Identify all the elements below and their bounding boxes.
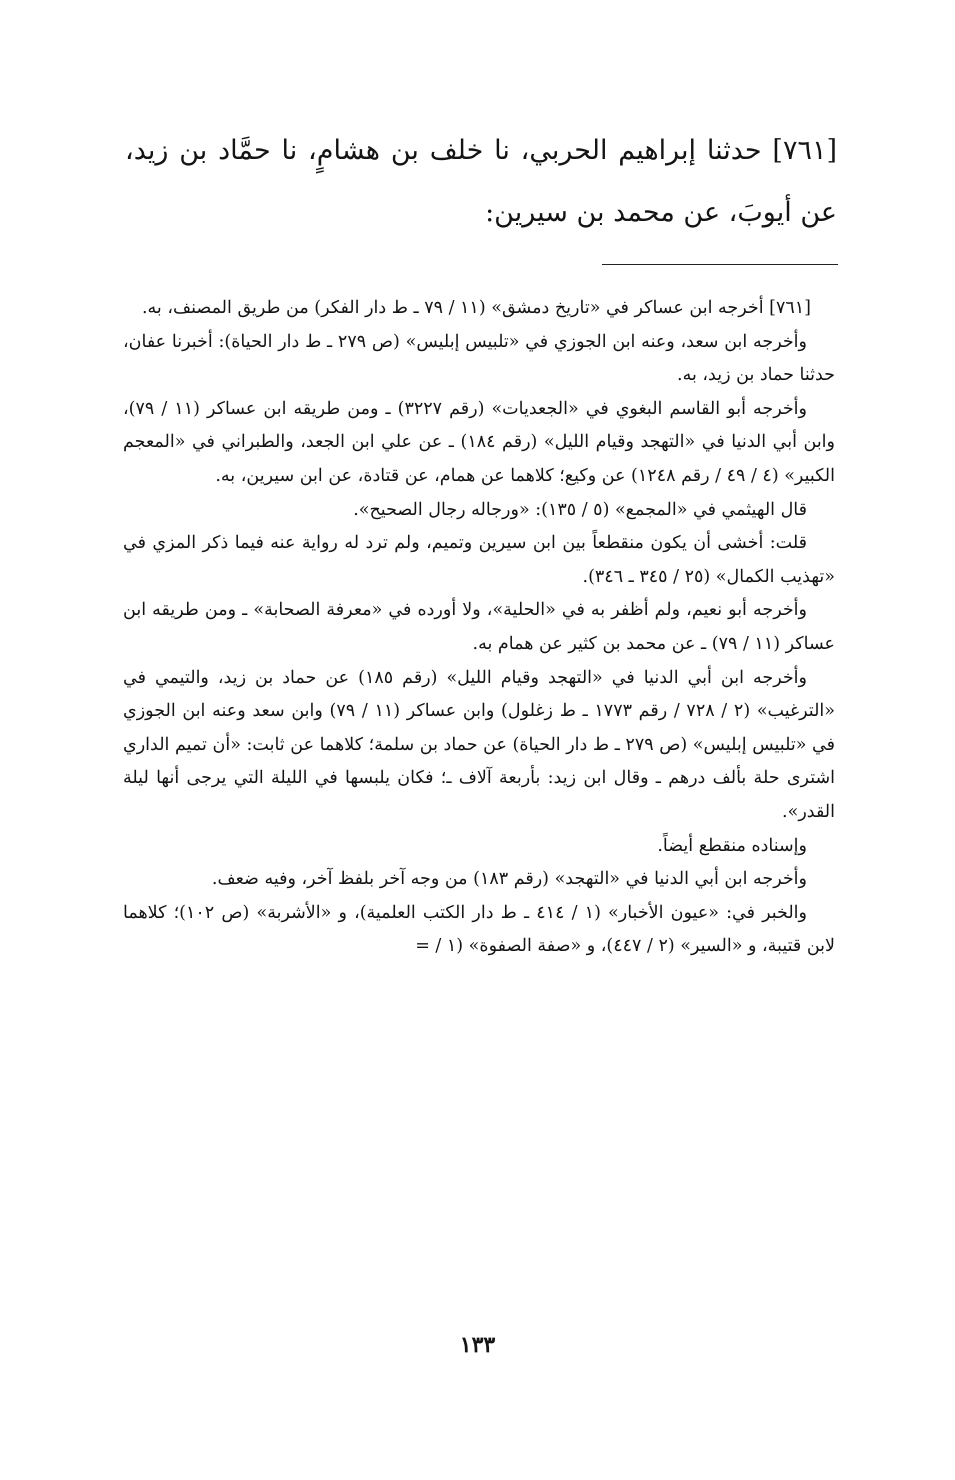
footnote-paragraph: وأخرجه ابن أبي الدنيا في «التهجد» (رقم ١٨٣) من وجه آخر بلفظ آخر، وفيه ضعف.	[211, 869, 807, 890]
footnote-divider	[602, 264, 838, 265]
footnote-paragraph: وأخرجه ابن أبي الدنيا في «التهجد وقيام الليل» (رقم ١٨٥) عن حماد بن زيد، والتيمي في «الترغيب» (٢ / ٧٢٨ / رقم ١٧٧٣ ـ ط زغلول) وابن عساكر (١١ / ٧٩) وابن سعد وعنه ابن الجوزي في «تلبيس إبليس» (ص ٢٧٩ ـ ط دار الحياة) عن حماد بن سلمة؛ كلاهما عن ثابت: «أن تميم الداري اشترى حلة بألف درهم ـ وقال ابن زيد: بأربعة آلاف ـ؛ فكان يلبسها في الليلة التي يرجى أنها ليلة القدر».	[123, 667, 835, 822]
footnote-paragraph: وأخرجه أبو القاسم البغوي في «الجعديات» (رقم ٣٢٢٧) ـ ومن طريقه ابن عساكر (١١ / ٧٩)، وابن أبي الدنيا في «التهجد وقيام الليل» (رقم ١٨٤) ـ عن علي ابن الجعد، والطبراني في «المعجم الكبير» (٤ / ٤٩ / رقم ١٢٤٨) عن وكيع؛ كلاهما عن همام، عن قتادة، عن ابن سيرين، به.	[123, 398, 835, 486]
footnote-paragraph: قال الهيثمي في «المجمع» (٥ / ١٣٥): «ورجاله رجال الصحيح».	[353, 499, 807, 520]
footnote-paragraph: وأخرجه أبو نعيم، ولم أظفر به في «الحلية»، ولا أورده في «معرفة الصحابة» ـ ومن طريقه ابن عساكر (١١ / ٧٩) ـ عن محمد بن كثير عن همام به.	[123, 600, 835, 654]
footnote-paragraph: وإسناده منقطع أيضاً.	[657, 835, 807, 856]
main-text: [٧٦١] حدثنا إبراهيم الحربي، نا خلف بن هشامٍ، نا حمَّاد بن زيد، عن أيوبَ، عن محمد بن سيرين:	[125, 135, 837, 228]
footnote-paragraph: قلت: أخشى أن يكون منقطعاً بين ابن سيرين وتميم، ولم ترد له رواية عنه فيما ذكر المزي في «تهذيب الكمال» (٢٥ / ٣٤٥ ـ ٣٤٦).	[123, 533, 835, 587]
footnotes	[123, 292, 835, 964]
footnote-paragraph: وأخرجه ابن سعد، وعنه ابن الجوزي في «تلبيس إبليس» (ص ٢٧٩ ـ ط دار الحياة): أخبرنا عفان، حدثنا حماد بن زيد، به.	[123, 331, 835, 386]
page-number: ١٣٣	[459, 1332, 496, 1358]
footnote-paragraph: والخبر في: «عيون الأخبار» (١ / ٤١٤ ـ ط دار الكتب العلمية)، و «الأشربة» (ص ١٠٢)؛ كلاهما لابن قتيبة، و «السير» (٢ / ٤٤٧)، و «صفة الصفوة» (١ / =	[123, 902, 835, 957]
footnote-paragraph: [٧٦١] أخرجه ابن عساكر في «تاريخ دمشق» (١١ / ٧٩ ـ ط دار الفكر) من طريق المصنف، به.	[141, 298, 811, 318]
